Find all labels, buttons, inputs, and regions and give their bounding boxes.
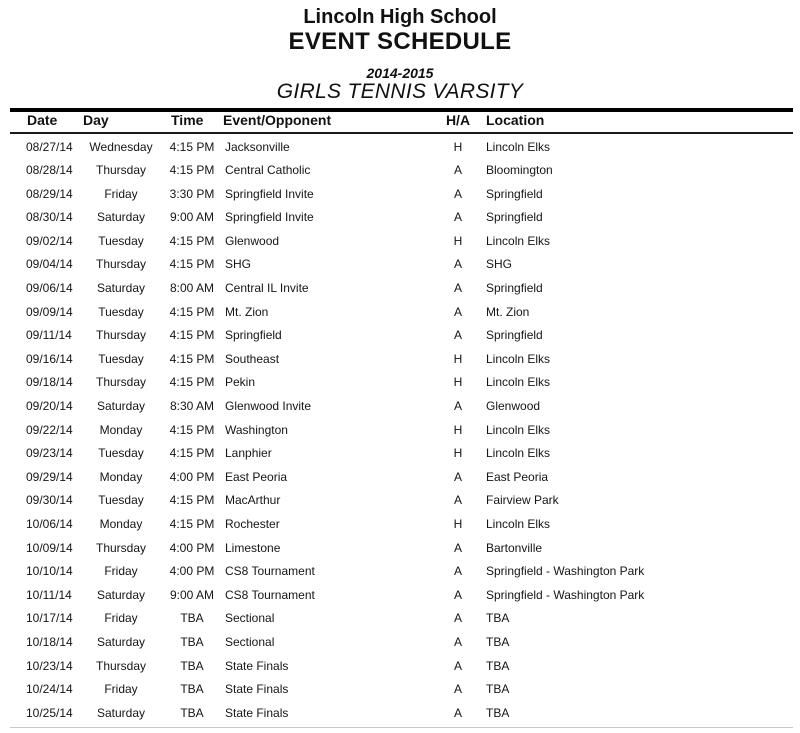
table-row	[0, 514, 800, 538]
table-row	[0, 419, 800, 443]
cell-location: Lincoln Elks	[486, 422, 551, 437]
cell-time: 4:15 PM	[169, 446, 215, 461]
cell-ha: A	[453, 469, 462, 484]
cell-date: 10/17/14	[26, 611, 73, 626]
cell-time: 4:00 PM	[169, 469, 215, 484]
cell-location: Springfield - Washington Park	[486, 587, 645, 602]
cell-ha: H	[453, 139, 463, 154]
cell-time: 4:00 PM	[169, 564, 215, 579]
document-title: EVENT SCHEDULE	[288, 28, 512, 55]
table-row	[0, 325, 800, 349]
cell-time: 4:00 PM	[169, 540, 215, 555]
cell-day: Thursday	[95, 257, 147, 272]
cell-time: 4:15 PM	[169, 139, 215, 154]
cell-ha: A	[453, 163, 462, 178]
cell-ha: A	[453, 658, 462, 673]
cell-time: TBA	[180, 611, 204, 626]
cell-date: 08/28/14	[26, 163, 73, 178]
cell-ha: A	[453, 304, 462, 319]
cell-date: 10/24/14	[26, 682, 73, 697]
cell-location: Bartonville	[486, 540, 543, 555]
table-row	[0, 183, 800, 207]
cell-date: 08/30/14	[26, 210, 73, 225]
cell-time: 9:00 AM	[169, 210, 215, 225]
cell-location: East Peoria	[486, 469, 549, 484]
cell-event: Glenwood Invite	[225, 399, 312, 414]
cell-date: 08/27/14	[26, 139, 73, 154]
cell-event: Washington	[225, 422, 288, 437]
cell-ha: A	[453, 257, 462, 272]
cell-time: 4:15 PM	[169, 304, 215, 319]
cell-day: Tuesday	[98, 233, 144, 248]
cell-day: Tuesday	[98, 446, 144, 461]
cell-date: 10/11/14	[26, 587, 72, 602]
cell-event: East Peoria	[225, 469, 288, 484]
cell-event: Springfield	[225, 328, 282, 343]
table-row	[0, 490, 800, 514]
column-header-day: Day	[83, 112, 109, 128]
cell-date: 09/02/14	[26, 233, 73, 248]
table-row	[0, 702, 800, 726]
cell-event: Limestone	[225, 540, 281, 555]
cell-location: SHG	[486, 257, 513, 272]
cell-time: 8:00 AM	[169, 281, 215, 296]
cell-location: Lincoln Elks	[486, 517, 551, 531]
cell-location: Lincoln Elks	[486, 233, 551, 248]
cell-location: Lincoln Elks	[486, 446, 551, 461]
cell-event: State Finals	[225, 658, 289, 673]
cell-day: Tuesday	[98, 351, 144, 366]
cell-day: Saturday	[96, 281, 146, 296]
cell-location: Glenwood	[486, 399, 541, 414]
cell-day: Saturday	[96, 587, 146, 602]
cell-date: 10/18/14	[26, 634, 73, 649]
cell-ha: A	[453, 587, 462, 602]
cell-ha: H	[453, 375, 463, 390]
cell-location: TBA	[486, 705, 510, 720]
cell-event: Lanphier	[225, 446, 272, 461]
cell-day: Friday	[104, 611, 138, 626]
cell-location: TBA	[486, 658, 510, 673]
cell-time: 4:15 PM	[169, 257, 215, 272]
column-header-date: Date	[27, 112, 58, 128]
cell-time: TBA	[180, 658, 204, 673]
schedule-rows	[0, 136, 800, 726]
table-row	[0, 466, 800, 490]
cell-day: Friday	[104, 564, 138, 579]
cell-date: 09/22/14	[26, 422, 73, 437]
cell-location: TBA	[486, 611, 510, 626]
cell-event: Glenwood	[225, 233, 280, 248]
cell-event: Pekin	[225, 375, 256, 390]
cell-date: 09/30/14	[26, 493, 73, 508]
cell-ha: H	[453, 517, 463, 531]
table-row	[0, 254, 800, 278]
table-row	[0, 584, 800, 608]
cell-day: Thursday	[95, 163, 147, 178]
table-row	[0, 230, 800, 254]
cell-ha: H	[453, 446, 463, 461]
cell-ha: A	[453, 564, 462, 579]
cell-day: Wednesday	[89, 139, 153, 154]
cell-time: 8:30 AM	[169, 399, 215, 414]
cell-location: Springfield	[486, 281, 543, 296]
cell-date: 09/23/14	[26, 446, 73, 461]
cell-day: Thursday	[95, 658, 147, 673]
table-row	[0, 631, 800, 655]
cell-date: 09/04/14	[26, 257, 73, 272]
cell-time: 3:30 PM	[169, 186, 215, 201]
column-header-time: Time	[171, 112, 204, 128]
cell-day: Monday	[99, 422, 143, 437]
cell-day: Saturday	[96, 705, 146, 720]
cell-ha: H	[453, 233, 463, 248]
cell-date: 09/18/14	[26, 375, 73, 390]
cell-event: MacArthur	[225, 493, 281, 508]
cell-ha: A	[453, 399, 462, 414]
cell-time: 4:15 PM	[169, 422, 215, 437]
cell-ha: A	[453, 682, 462, 697]
cell-location: Lincoln Elks	[486, 351, 551, 366]
cell-location: Lincoln Elks	[486, 375, 551, 390]
cell-event: Jacksonville	[225, 139, 290, 154]
cell-event: Sectional	[225, 611, 275, 626]
cell-day: Thursday	[95, 328, 147, 343]
cell-time: TBA	[180, 705, 204, 720]
cell-ha: A	[453, 328, 462, 343]
table-row	[0, 301, 800, 325]
cell-ha: A	[453, 493, 462, 508]
cell-date: 09/16/14	[26, 351, 73, 366]
table-row	[0, 655, 800, 679]
cell-day: Saturday	[96, 210, 146, 225]
table-row	[0, 278, 800, 302]
cell-time: 4:15 PM	[169, 517, 215, 531]
cell-location: Fairview Park	[486, 493, 559, 508]
school-name: Lincoln High School	[303, 6, 497, 28]
cell-ha: A	[453, 281, 462, 296]
cell-location: Springfield	[486, 328, 543, 343]
table-row	[0, 348, 800, 372]
cell-event: CS8 Tournament	[225, 587, 315, 602]
cell-day: Thursday	[95, 540, 147, 555]
cell-event: Central IL Invite	[225, 281, 309, 296]
cell-event: Mt. Zion	[225, 304, 269, 319]
table-header-row	[0, 112, 800, 132]
table-row	[0, 561, 800, 585]
team-label: GIRLS TENNIS VARSITY	[276, 80, 524, 103]
cell-ha: A	[453, 634, 462, 649]
cell-ha: H	[453, 351, 463, 366]
cell-date: 09/09/14	[26, 304, 73, 319]
cell-time: 4:15 PM	[169, 328, 215, 343]
cell-ha: A	[453, 540, 462, 555]
cell-date: 09/20/14	[26, 399, 73, 414]
cell-date: 10/10/14	[26, 564, 73, 579]
cell-day: Thursday	[95, 375, 147, 390]
cell-event: Springfield Invite	[225, 186, 314, 201]
cell-time: 4:15 PM	[169, 351, 215, 366]
cell-time: 4:15 PM	[169, 233, 215, 248]
table-row	[0, 608, 800, 632]
cell-time: TBA	[180, 634, 204, 649]
cell-day: Monday	[99, 469, 143, 484]
cell-event: CS8 Tournament	[225, 564, 315, 579]
cell-event: SHG	[225, 257, 252, 272]
cell-location: Springfield	[486, 210, 543, 225]
cell-date: 09/29/14	[26, 469, 73, 484]
cell-day: Tuesday	[98, 304, 144, 319]
cell-event: Sectional	[225, 634, 275, 649]
table-row	[0, 160, 800, 184]
cell-location: TBA	[486, 682, 510, 697]
cell-date: 09/06/14	[26, 281, 73, 296]
cell-ha: A	[453, 705, 462, 720]
cell-time: 4:15 PM	[169, 493, 215, 508]
table-row	[0, 207, 800, 231]
table-row	[0, 537, 800, 561]
cell-event: Rochester	[225, 517, 280, 531]
column-header-event: Event/Opponent	[223, 112, 332, 128]
table-row	[0, 136, 800, 160]
cell-time: 4:15 PM	[169, 375, 215, 390]
cell-day: Friday	[104, 682, 138, 697]
table-row	[0, 396, 800, 420]
cell-location: Springfield - Washington Park	[486, 564, 645, 579]
header-divider-thin	[10, 132, 793, 134]
cell-ha: A	[453, 186, 462, 201]
table-row	[0, 372, 800, 396]
cell-event: Central Catholic	[225, 163, 311, 178]
cell-day: Saturday	[96, 634, 146, 649]
cell-location: Springfield	[486, 186, 543, 201]
cell-day: Tuesday	[98, 493, 144, 508]
cell-event: State Finals	[225, 705, 289, 720]
cell-date: 08/29/14	[26, 186, 73, 201]
cell-date: 10/25/14	[26, 705, 73, 720]
table-row	[0, 679, 800, 703]
cell-event: Southeast	[225, 351, 280, 366]
column-header-ha: H/A	[445, 112, 471, 128]
table-row	[0, 443, 800, 467]
cell-date: 10/09/14	[26, 540, 73, 555]
cell-day: Saturday	[96, 399, 146, 414]
cell-ha: A	[453, 611, 462, 626]
cell-ha: H	[453, 422, 463, 437]
cell-day: Monday	[99, 517, 143, 531]
cell-location: Lincoln Elks	[486, 139, 551, 154]
cell-date: 10/06/14	[26, 517, 73, 531]
column-header-location: Location	[486, 112, 545, 128]
cell-date: 09/11/14	[26, 328, 72, 343]
cell-ha: A	[453, 210, 462, 225]
cell-event: State Finals	[225, 682, 289, 697]
bottom-divider	[10, 727, 793, 728]
season-label: 2014-2015	[366, 65, 434, 81]
cell-location: Mt. Zion	[486, 304, 530, 319]
cell-time: 9:00 AM	[169, 587, 215, 602]
cell-day: Friday	[104, 186, 138, 201]
cell-event: Springfield Invite	[225, 210, 314, 225]
cell-time: TBA	[180, 682, 204, 697]
cell-location: Bloomington	[486, 163, 553, 178]
cell-location: TBA	[486, 634, 510, 649]
cell-date: 10/23/14	[26, 658, 73, 673]
cell-time: 4:15 PM	[169, 163, 215, 178]
